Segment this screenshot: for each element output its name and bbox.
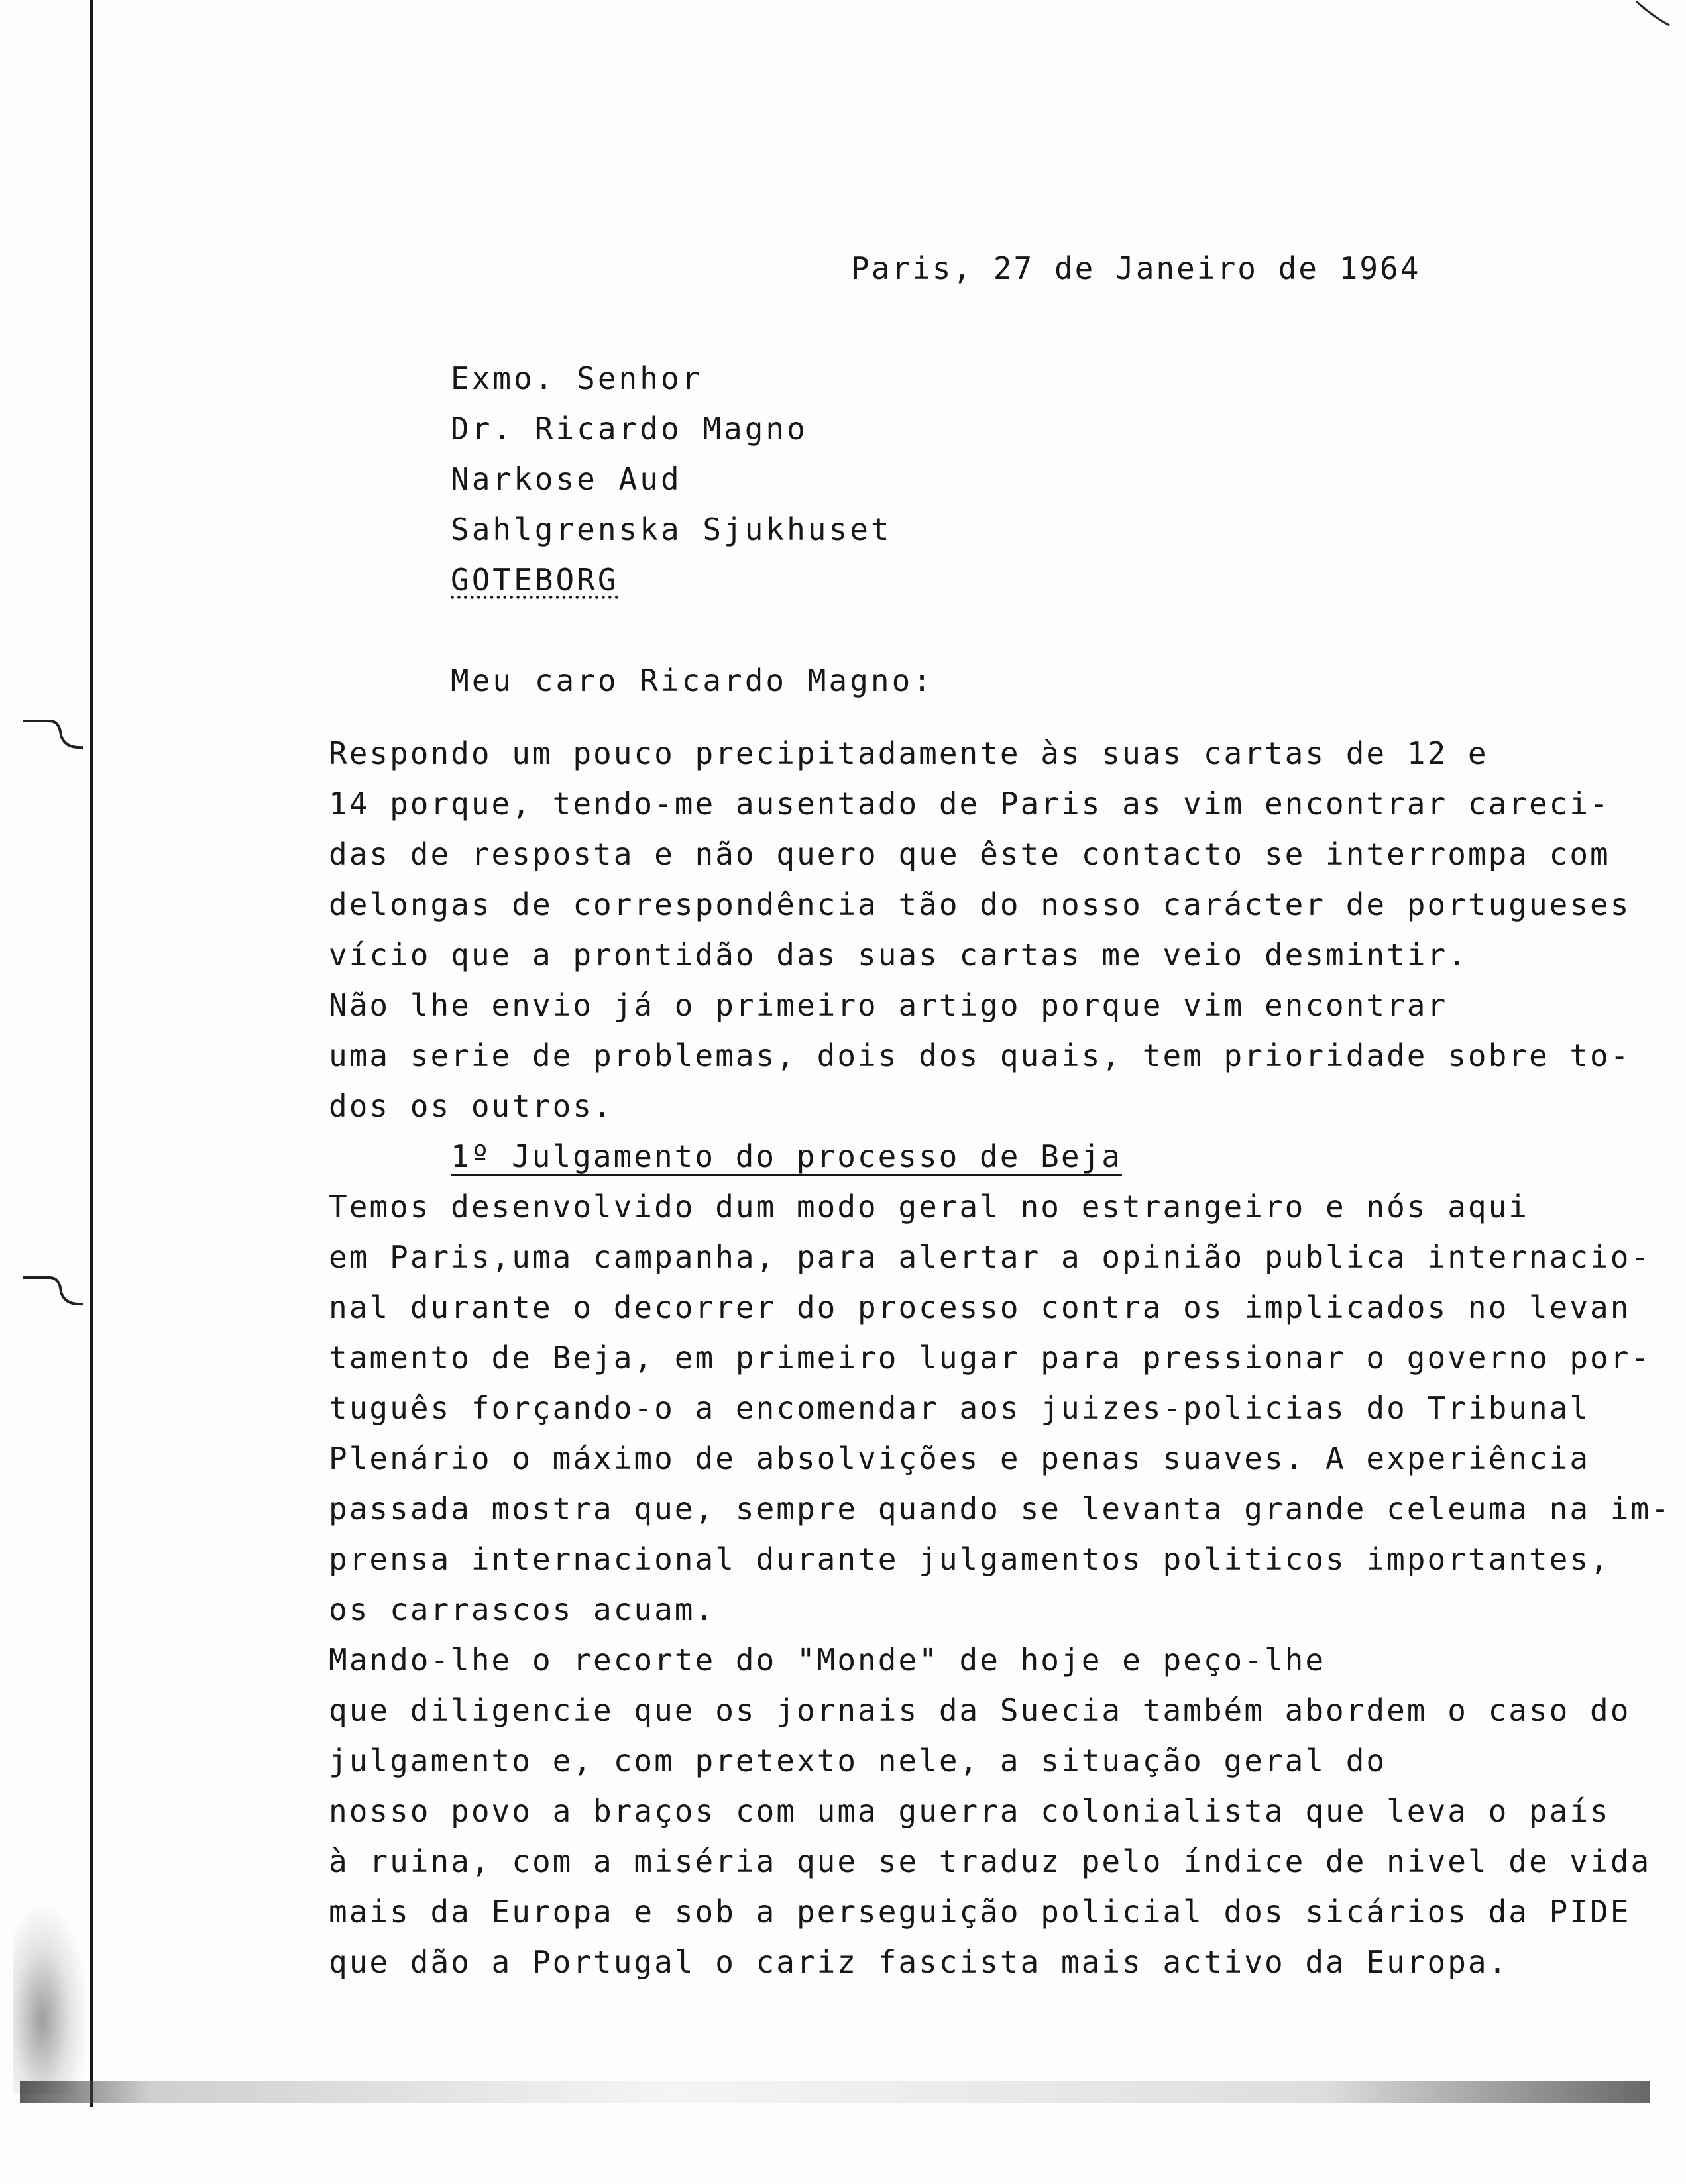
body-line: tuguês forçando-o a encomendar aos juizes-policias do Tribunal <box>329 1390 1591 1426</box>
scan-bottom-edge <box>20 2081 1650 2103</box>
body-line: os carrascos acuam. <box>329 1592 716 1627</box>
body-line: em Paris,uma campanha, para alertar a opinião publica internacio- <box>329 1239 1652 1275</box>
body-line: dos os outros. <box>329 1088 614 1124</box>
body-line: 14 porque, tendo-me ausentado de Paris as vim encontrar careci- <box>329 786 1610 822</box>
recipient-title: Exmo. Senhor <box>451 360 703 396</box>
section-heading: 1º Julgamento do processo de Beja <box>451 1138 1122 1174</box>
body-line: uma serie de problemas, dois dos quais, tem prioridade sobre to- <box>329 1038 1631 1073</box>
body-line: Não lhe envio já o primeiro artigo porque vim encontrar <box>329 987 1448 1023</box>
recipient-name: Dr. Ricardo Magno <box>451 411 808 447</box>
body-line: que dão a Portugal o cariz fascista mais activo da Europa. <box>329 1944 1509 1980</box>
body-line: das de resposta e não quero que êste contacto se interrompa com <box>329 836 1610 872</box>
body-line: Temos desenvolvido dum modo geral no estrangeiro e nós aqui <box>329 1189 1529 1225</box>
punch-hole-mark-icon <box>20 1272 86 1312</box>
body-line: Plenário o máximo de absolvições e penas suaves. A experiência <box>329 1441 1591 1476</box>
recipient-city: GOTEBORG <box>451 562 619 598</box>
body-line: prensa internacional durante julgamentos politicos importantes, <box>329 1541 1610 1577</box>
corner-scan-mark <box>1633 0 1673 27</box>
salutation: Meu caro Ricardo Magno: <box>451 663 934 698</box>
body-line: Mando-lhe o recorte do "Monde" de hoje e peço-lhe <box>329 1642 1326 1678</box>
letter-date: Paris, 27 de Janeiro de 1964 <box>851 250 1421 286</box>
recipient-department: Narkose Aud <box>451 461 682 497</box>
scan-speckle <box>13 1908 86 2094</box>
body-line: à ruina, com a miséria que se traduz pelo índice de nivel de vida <box>329 1843 1652 1879</box>
body-line: vício que a prontidão das suas cartas me veio desmintir. <box>329 937 1468 973</box>
body-line: nal durante o decorrer do processo contra os implicados no levan <box>329 1289 1631 1325</box>
body-line: passada mostra que, sempre quando se levanta grande celeuma na im- <box>329 1491 1671 1527</box>
body-line: julgamento e, com pretexto nele, a situação geral do <box>329 1743 1387 1778</box>
body-line: delongas de correspondência tão do nosso carácter de portugueses <box>329 887 1631 922</box>
body-line: nosso povo a braços com uma guerra colonialista que leva o país <box>329 1793 1610 1829</box>
punch-hole-mark-icon <box>20 716 86 755</box>
body-line: que diligencie que os jornais da Suecia também abordem o caso do <box>329 1692 1631 1728</box>
body-line: mais da Europa e sob a perseguição policial dos sicários da PIDE <box>329 1894 1631 1930</box>
body-line: Respondo um pouco precipitadamente às suas cartas de 12 e <box>329 736 1489 771</box>
left-margin-rule <box>90 0 93 2107</box>
recipient-hospital: Sahlgrenska Sjukhuset <box>451 512 892 547</box>
body-line: tamento de Beja, em primeiro lugar para pressionar o governo por- <box>329 1340 1652 1376</box>
